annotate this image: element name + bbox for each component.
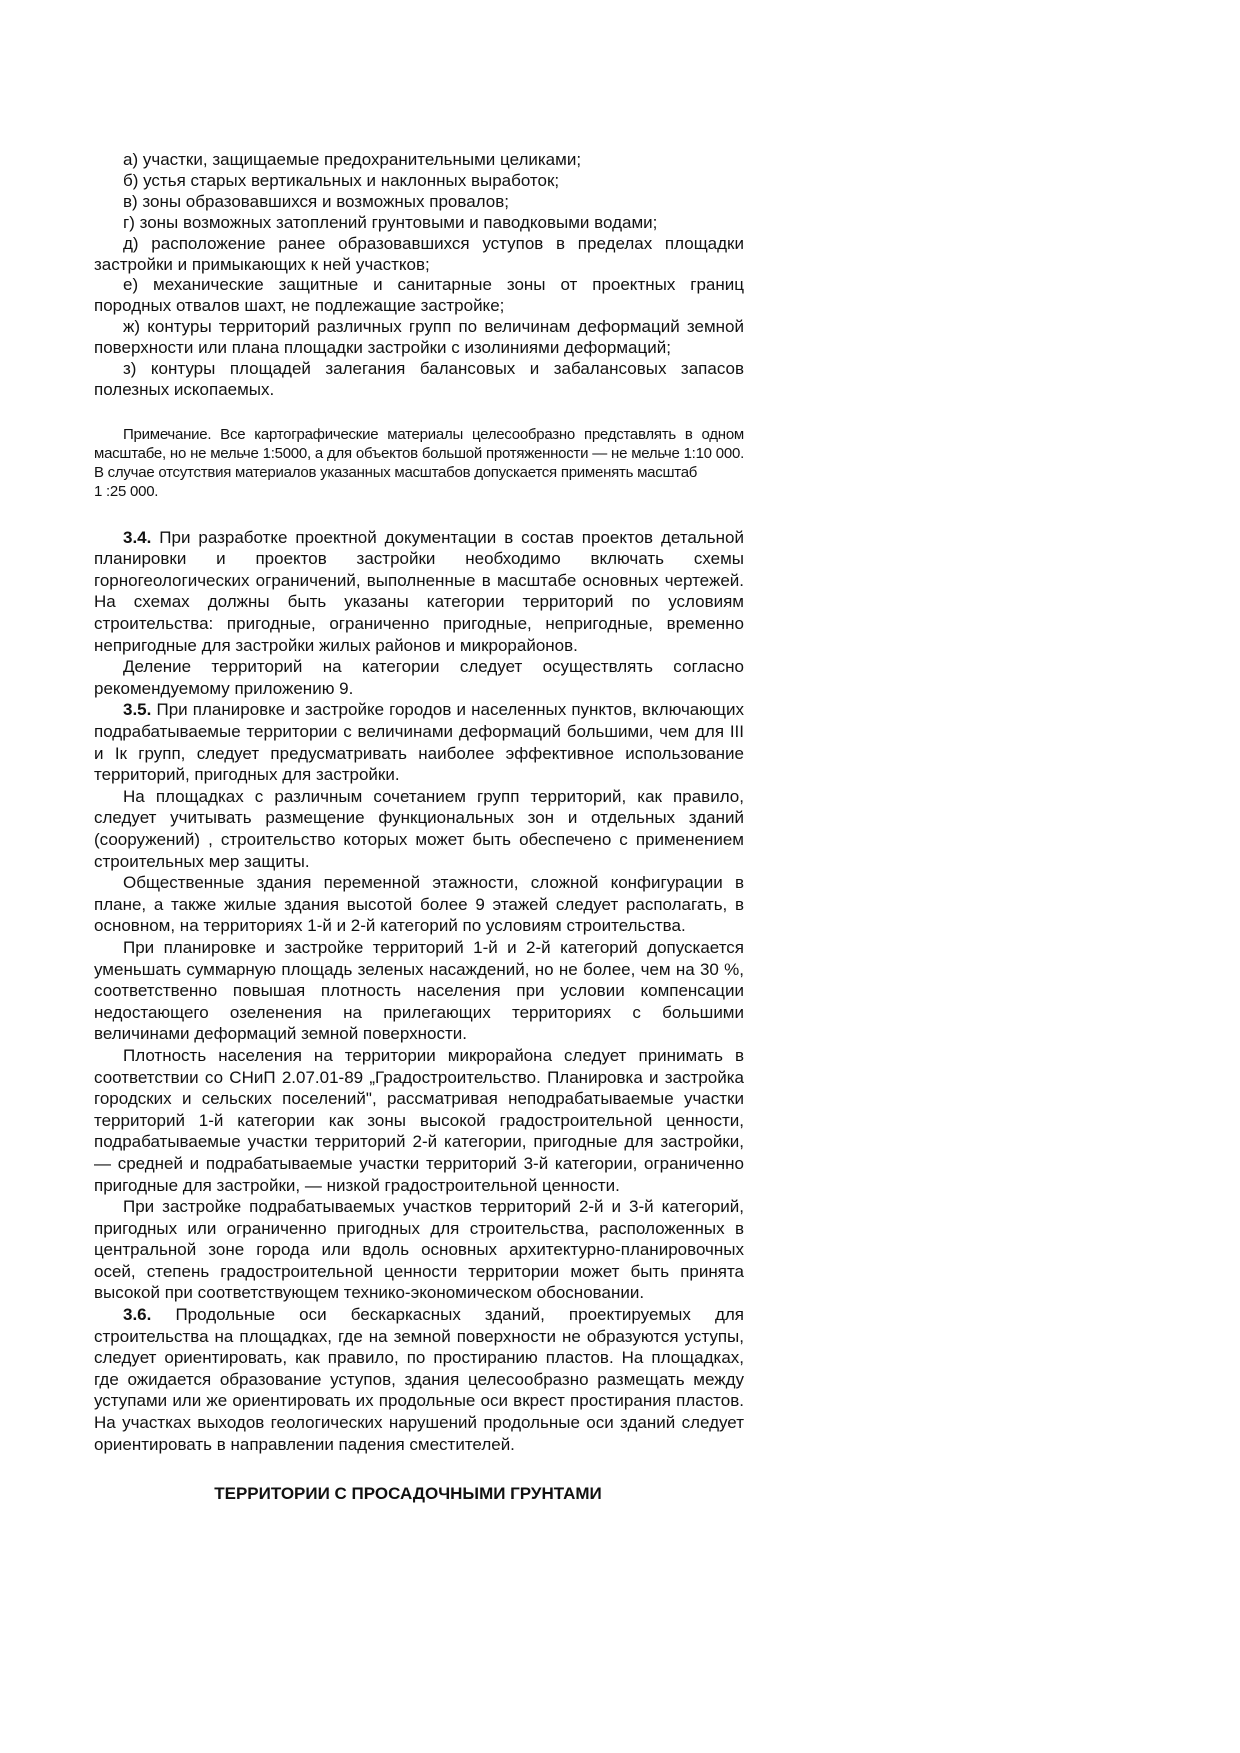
paragraph (94, 1196, 744, 1304)
paragraph-text: При разработке проектной документации в состав проектов детальной планировки и проектов застройки необходимо включать схемы горногеологических ограничений, выполненные в масштабе основных чертежей. На схемах должны быть указаны категории территорий по условиям строительства: пригодные, ограниченно пригодные, непригодные, временно непригодные для застройки жилых районов и микрорайонов. (94, 527, 744, 655)
paragraph-3-5 (94, 699, 744, 785)
paragraph-text: Плотность населения на территории микрорайона следует принимать в соответствии со СНиП 2.07.01-89 „Градостроительство. Планировка и застройка городских и сельских поселений", рассматривая неподрабатываемые участки территорий 1-й категории как зоны высокой градостроительной ценности, подрабатываемые участки территорий 2-й категории, пригодные для застройки, — средней и подрабатываемые участки территорий 3-й категории, ограниченно пригодные для застройки, — низкой градостроительной ценности. (94, 1045, 744, 1195)
note-tail: 1 :25 000. (94, 483, 159, 501)
list-item: в) зоны образовавшихся и возможных провалов; (123, 191, 509, 211)
paragraph-3-6 (94, 1304, 744, 1455)
paragraph-text: Общественные здания переменной этажности, сложной конфигурации в плане, а также жилые здания высотой более 9 этажей следует располагать, в основном, на территориях 1-й и 2-й категорий по условиям строительства. (94, 873, 744, 936)
list-item: а) участки, защищаемые предохранительными целиками; (123, 150, 582, 169)
paragraph-text: Деление территорий на категории следует осуществлять согласно рекомендуемому приложению 9. (94, 657, 744, 698)
clause-number: 3.4. (123, 527, 152, 547)
section-heading: ТЕРРИТОРИИ С ПРОСАДОЧНЫМИ ГРУНТАМИ (214, 1484, 602, 1504)
list-item: б) устья старых вертикальных и наклонных выработок; (123, 170, 560, 190)
sections (94, 527, 744, 1456)
document-page (94, 150, 744, 1504)
paragraph-text: При планировке и застройке городов и населенных пунктов, включающих подрабатываемые территории с величинами деформаций большими, чем для III и Iк групп, следует предусматривать наиболее эффективное использование территорий, пригодных для застройки. (94, 700, 744, 785)
paragraph-text: Продольные оси бескаркасных зданий, проектируемых для строительства на площадках, где на земной поверхности не образуются уступы, следует ориентировать, как правило, по простиранию пластов. На площадках, где ожидается образование уступов, здания целесообразно размещать между уступами или же ориентировать их продольные оси вкрест простирания пластов. На участках выходов геологических нарушений продольные оси зданий следует ориентировать в направлении падения сместителей. (94, 1305, 744, 1454)
paragraph (94, 1045, 744, 1196)
clause-number: 3.5. (123, 700, 152, 720)
list-item: д) расположение ранее образовавшихся уступов в пределах площадки застройки и примыкающих к ней участков; (94, 233, 744, 274)
paragraph-text: На площадках с различным сочетанием групп территорий, как правило, следует учитывать размещение функциональных зон и отдельных зданий (сооружений) , строительство которых может быть обеспечено с применением строительных мер защиты. (94, 786, 744, 871)
note-text: Примечание. Все картографические материалы целесообразно представлять в одном масштабе, но не мельче 1:5000, а для объектов большой протяженности — не мельче 1:10 000. В случае отсутствия материалов указанных масштабов допускается применять масштаб (94, 425, 744, 482)
paragraph (94, 937, 744, 1045)
paragraph-3-4 (94, 527, 744, 657)
requirements-list (94, 150, 744, 401)
paragraph (94, 786, 744, 872)
note-block (94, 425, 744, 502)
clause-number: 3.6. (123, 1305, 152, 1325)
list-item: ж) контуры территорий различных групп по величинам деформаций земной поверхности или плана площадки застройки с изолиниями деформаций; (94, 317, 744, 358)
list-item: е) механические защитные и санитарные зоны от проектных границ породных отвалов шахт, не подлежащие застройке; (94, 275, 744, 316)
list-item: з) контуры площадей залегания балансовых и забалансовых запасов полезных ископаемых. (94, 359, 744, 399)
list-item: г) зоны возможных затоплений грунтовыми и паводковыми водами; (123, 212, 658, 232)
paragraph-text: При застройке подрабатываемых участков территорий 2-й и 3-й категорий, пригодных или ограниченно пригодных для строительства, расположенных в центральной зоне города или вдоль основных архитектурно-планировочных осей, степень градостроительной ценности территории может быть принята высокой при соответствующем технико-экономическом обосновании. (94, 1197, 744, 1303)
paragraph (94, 656, 744, 699)
paragraph-text: При планировке и застройке территорий 1-й и 2-й категорий допускается уменьшать суммарную площадь зеленых насаждений, но не более, чем на 30 %, соответственно повышая плотность населения при условии компенсации недостающего озеленения на прилегающих территориях с большими величинами деформаций земной поверхности. (94, 937, 744, 1044)
paragraph (94, 872, 744, 937)
